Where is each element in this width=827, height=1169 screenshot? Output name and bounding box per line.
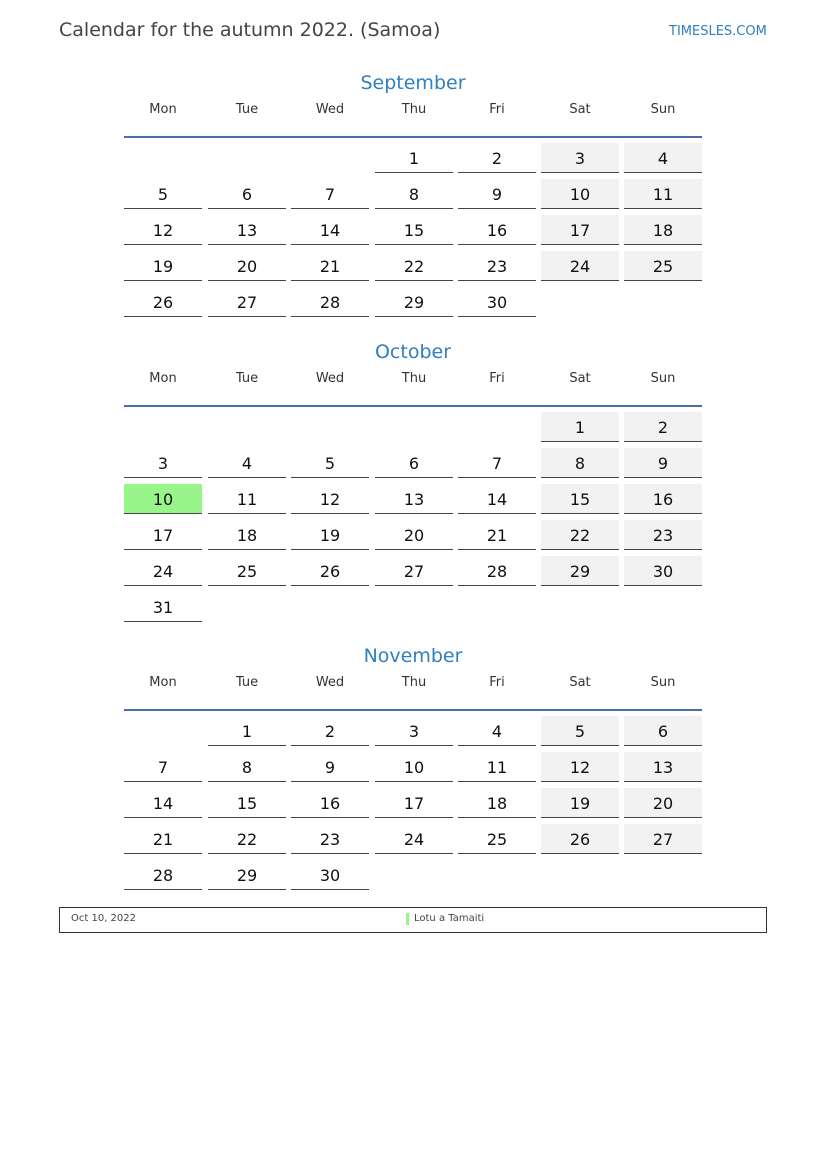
day-cell: 19	[541, 788, 619, 818]
weekday-label: Sun	[650, 371, 676, 386]
day-cell: 3	[124, 448, 202, 478]
day-cell: 6	[624, 716, 702, 746]
day-cell: 18	[208, 520, 286, 550]
day-cell: 8	[208, 752, 286, 782]
day-cell: 7	[291, 179, 369, 209]
day-cell: 18	[624, 215, 702, 245]
day-cell: 30	[624, 556, 702, 586]
day-cell: 17	[541, 215, 619, 245]
day-cell: 6	[375, 448, 453, 478]
weekday-label: Wed	[315, 675, 345, 690]
day-cell: 12	[124, 215, 202, 245]
weekday-label: Sun	[650, 675, 676, 690]
header-rule	[124, 136, 702, 138]
day-cell: 20	[208, 251, 286, 281]
site-link[interactable]: TIMESLES.COM	[669, 24, 767, 39]
day-cell: 29	[208, 860, 286, 890]
day-cell: 24	[375, 824, 453, 854]
day-cell: 9	[624, 448, 702, 478]
day-cell: 27	[375, 556, 453, 586]
day-cell: 16	[624, 484, 702, 514]
day-cell: 19	[124, 251, 202, 281]
weekday-label: Fri	[489, 675, 505, 690]
weekday-label: Fri	[489, 102, 505, 117]
day-cell: 13	[208, 215, 286, 245]
day-cell: 31	[124, 592, 202, 622]
day-cell: 28	[291, 287, 369, 317]
day-cell: 2	[291, 716, 369, 746]
weekday-header	[124, 672, 702, 694]
day-cell: 20	[624, 788, 702, 818]
weekday-label: Tue	[235, 371, 259, 386]
day-cell: 9	[458, 179, 536, 209]
day-cell: 21	[458, 520, 536, 550]
weekday-label: Tue	[235, 102, 259, 117]
day-cell: 26	[291, 556, 369, 586]
weekday-label: Wed	[315, 371, 345, 386]
day-cell: 14	[458, 484, 536, 514]
day-cell: 1	[541, 412, 619, 442]
day-cell: 8	[375, 179, 453, 209]
day-cell: 19	[291, 520, 369, 550]
weekday-label: Mon	[149, 675, 177, 690]
day-cell: 25	[208, 556, 286, 586]
day-cell: 8	[541, 448, 619, 478]
day-cell-holiday: 10	[124, 484, 202, 514]
day-cell: 14	[124, 788, 202, 818]
weekday-header	[124, 99, 702, 121]
day-cell: 2	[624, 412, 702, 442]
day-cell: 25	[624, 251, 702, 281]
weekday-label: Sat	[569, 102, 591, 117]
day-cell: 23	[458, 251, 536, 281]
holiday-color-marker	[406, 913, 409, 925]
day-cell: 26	[541, 824, 619, 854]
day-cell: 18	[458, 788, 536, 818]
day-cell: 15	[541, 484, 619, 514]
day-cell: 12	[291, 484, 369, 514]
month-september	[124, 67, 702, 312]
weekday-label: Wed	[315, 102, 345, 117]
weekday-header	[124, 368, 702, 390]
month-november	[124, 640, 702, 885]
legend-holiday-entry	[406, 913, 484, 924]
day-cell: 5	[291, 448, 369, 478]
day-cell: 5	[124, 179, 202, 209]
day-cell: 28	[458, 556, 536, 586]
page-title: Calendar for the autumn 2022. (Samoa)	[59, 19, 441, 41]
weekday-label: Tue	[235, 675, 259, 690]
day-cell: 3	[375, 716, 453, 746]
day-cell: 17	[375, 788, 453, 818]
day-cell: 10	[541, 179, 619, 209]
day-cell: 24	[541, 251, 619, 281]
weekday-label: Mon	[149, 102, 177, 117]
day-cell: 4	[458, 716, 536, 746]
day-cell: 21	[124, 824, 202, 854]
weekday-label: Sat	[569, 371, 591, 386]
day-cell: 27	[208, 287, 286, 317]
weekday-label: Sat	[569, 675, 591, 690]
weekday-label: Thu	[401, 102, 427, 117]
weekday-label: Thu	[401, 371, 427, 386]
day-cell: 13	[624, 752, 702, 782]
day-cell: 26	[124, 287, 202, 317]
day-cell: 11	[458, 752, 536, 782]
day-cell: 1	[375, 143, 453, 173]
day-cell: 6	[208, 179, 286, 209]
holiday-legend	[59, 907, 767, 933]
day-cell: 22	[541, 520, 619, 550]
header-rule	[124, 405, 702, 407]
day-cell: 23	[624, 520, 702, 550]
month-october	[124, 336, 702, 617]
day-cell: 4	[208, 448, 286, 478]
weekday-label: Sun	[650, 102, 676, 117]
legend-holiday-name: Lotu a Tamaiti	[414, 913, 485, 924]
month-title: September	[360, 72, 466, 94]
day-cell: 25	[458, 824, 536, 854]
day-cell: 9	[291, 752, 369, 782]
day-cell: 16	[291, 788, 369, 818]
weekday-label: Fri	[489, 371, 505, 386]
day-cell: 1	[208, 716, 286, 746]
legend-date: Oct 10, 2022	[71, 913, 136, 924]
day-cell: 5	[541, 716, 619, 746]
weekday-label: Thu	[401, 675, 427, 690]
day-cell: 3	[541, 143, 619, 173]
day-cell: 11	[208, 484, 286, 514]
day-cell: 29	[375, 287, 453, 317]
weekday-label: Mon	[149, 371, 177, 386]
day-cell: 7	[458, 448, 536, 478]
day-cell: 30	[458, 287, 536, 317]
day-cell: 12	[541, 752, 619, 782]
month-title: November	[363, 645, 463, 667]
day-cell: 30	[291, 860, 369, 890]
day-cell: 22	[375, 251, 453, 281]
day-cell: 10	[375, 752, 453, 782]
day-cell: 16	[458, 215, 536, 245]
header-rule	[124, 709, 702, 711]
day-cell: 11	[624, 179, 702, 209]
month-title: October	[374, 341, 452, 363]
day-cell: 21	[291, 251, 369, 281]
day-cell: 28	[124, 860, 202, 890]
day-cell: 27	[624, 824, 702, 854]
day-cell: 7	[124, 752, 202, 782]
day-cell: 2	[458, 143, 536, 173]
day-cell: 17	[124, 520, 202, 550]
day-cell: 29	[541, 556, 619, 586]
day-cell: 20	[375, 520, 453, 550]
day-cell: 15	[208, 788, 286, 818]
day-cell: 4	[624, 143, 702, 173]
day-cell: 22	[208, 824, 286, 854]
day-cell: 13	[375, 484, 453, 514]
day-cell: 24	[124, 556, 202, 586]
day-cell: 23	[291, 824, 369, 854]
day-cell: 14	[291, 215, 369, 245]
day-cell: 15	[375, 215, 453, 245]
